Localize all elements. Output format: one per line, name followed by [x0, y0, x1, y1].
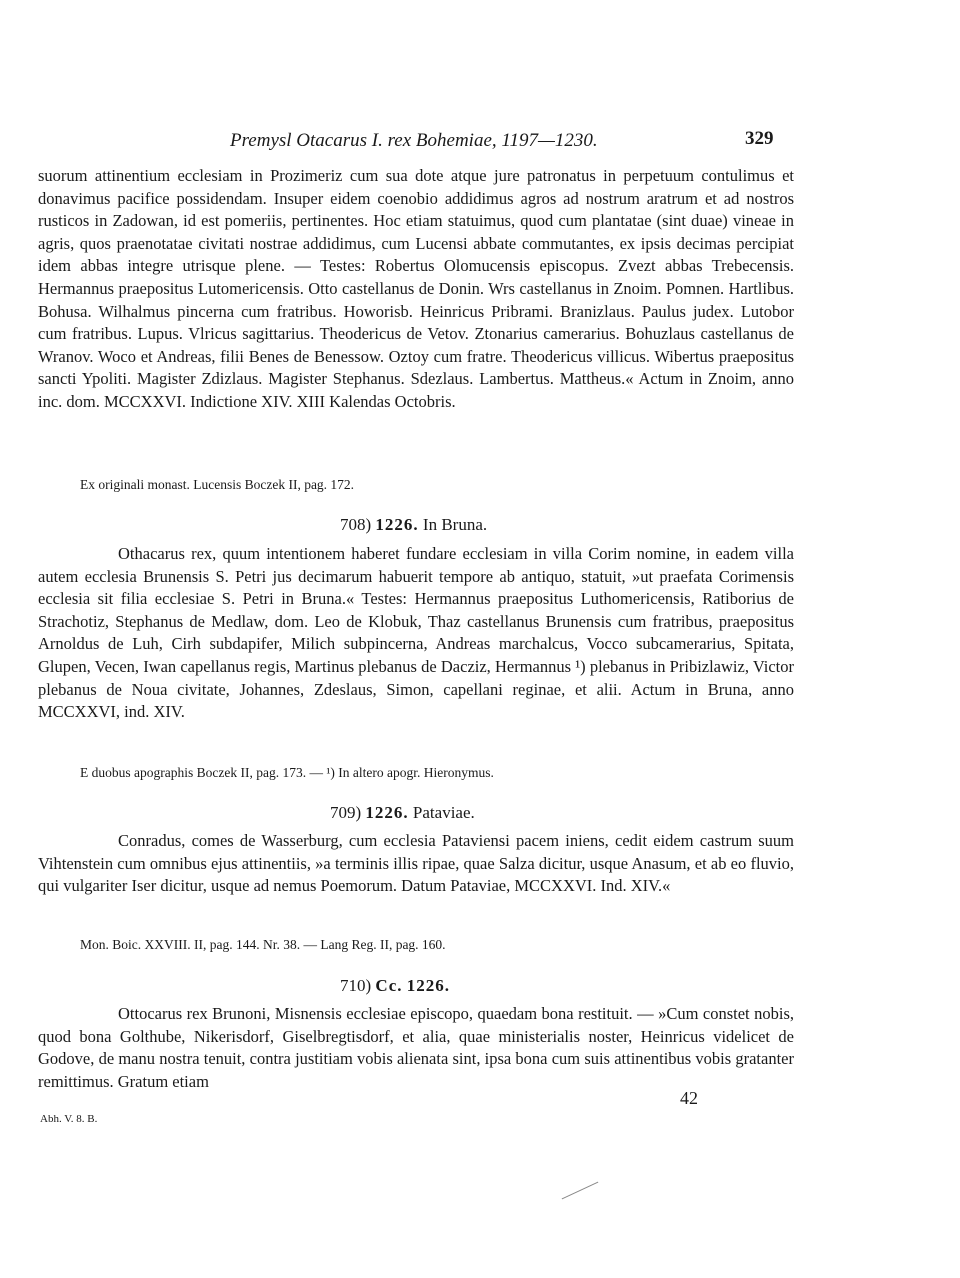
sheet-signature: Abh. V. 8. B. — [40, 1113, 98, 1125]
page-number: 329 — [745, 128, 774, 149]
doc707-body — [38, 165, 794, 414]
doc708-heading — [340, 515, 487, 535]
doc708-number: 708) — [340, 515, 372, 534]
running-header: Premysl Otacarus I. rex Bohemiae, 1197—1230. — [230, 130, 598, 151]
doc708-body — [38, 543, 794, 724]
doc709-place: Pataviae. — [412, 803, 475, 822]
doc707-source: Ex originali monast. Lucensis Boczek II, pag. 172. — [80, 477, 355, 492]
doc710-body — [38, 1003, 794, 1093]
doc710-year: 1226. — [406, 976, 450, 995]
doc709-text: Conradus, comes de Wasserburg, cum ecclesia Pataviensi pacem iniens, cedit eidem castrum suum Vihtenstein cum omnibus ejus attinentiis, »a terminis illis ripae, quae Salza dicitur, usque Anasum, et ab eo fluvio, qui vulgariter Iser dicitur, usque ad nemus Poemorum. Datum Pataviae, MCCXXVI. Ind. XIV.« — [38, 831, 794, 896]
doc710-circa: Cc. — [375, 976, 403, 995]
doc710-text: Ottocarus rex Brunoni, Misnensis ecclesiae episcopo, quaedam bona restituit. — »Cum constet nobis, quod bona Golthube, Nikerisdorf, Giselbregtisdorf, et alia, quae ministerialis noster, Heinricus videlicet de Godove, de manu nostra tenuit, contra justitiam vobis alienata sint, ipsa bona cum suis attinentibus vobis gratanter remittimus. Gratum etiam — [38, 1004, 794, 1091]
doc709-heading — [330, 803, 475, 823]
stray-mark — [562, 1182, 599, 1200]
doc709-number: 709) — [330, 803, 362, 822]
doc708-year: 1226. — [375, 515, 419, 534]
sheet-number: 42 — [680, 1088, 698, 1108]
doc710-heading — [340, 976, 450, 996]
doc709-body — [38, 830, 794, 898]
doc708-place: In Bruna. — [422, 515, 488, 534]
doc708-text: Othacarus rex, quum intentionem haberet fundare ecclesiam in villa Corim nomine, in eadem villa autem ecclesia Brunensis S. Petri jus decimarum habuerit tempore ab antiquo, statuit, »ut praefata Corimensis ecclesia sit filia ecclesiae S. Petri in Bruna.« Testes: Hermannus praepositus Luthomericensis, Ratiborius de Strachotiz, Stephanus de Medlaw, dom. Leo de Klobuk, Thaz castellanus Brunensis cum fratribus, praepositus Arnoldus de Luh, Cirh subdapifer, Milich subpincerna, Andreas marchalcus, Vocco subcamerarius, Spitata, Glupen, Vecen, Iwan capellanus regis, Martinus plebanus de Dacziz, Hermannus ¹) plebanus in Pribizlawiz, Victor plebanus de Noua civitate, Johannes, Zdeslaus, Simon, capellani reginae, et alii. Actum in Bruna, anno MCCXXVI, ind. XIV. — [38, 544, 794, 722]
doc707-text: suorum attinentium ecclesiam in Prozimeriz cum sua dote atque jure patronatus in perpetuum contulimus et donavimus pacifice possidendam. Insuper eidem coenobio addidimus agros ad nostrum aratrum et ad nostros rusticos in Zadowan, id est pomeriis, pertinentes. Hoc etiam statuimus, quod cum plantatae (sint duae) vineae in agris, quos praenotatae civitati nostrae addidimus, cum Lucensi abbate commutantes, ex ipsis decimas percipiat idem abbas integre utrisque plene. — Testes: Robertus Olomucensis episcopus. Zvezt abbas Trebecensis. Hermannus praepositus Lutomericensis. Otto castellanus de Donin. Wrs castellanus in Znoim. Pomnen. Hartlibus. Bohusa. Wilhalmus pincerna cum fratribus. Howorisb. Heinricus Pribrami. Branizlaus. Paulus judex. Lutobor cum fratribus. Lupus. Vlricus sagittarius. Theodericus de Vetov. Ztonarius camerarius. Bohuzlaus castellanus de Wranov. Woco et Andreas, filii Benes de Benessow. Oztoy cum fratre. Theodericus villicus. Wibertus praepositus sancti Ypoliti. Magister Zdizlaus. Magister Stephanus. Sdezlaus. Lambertus. Mattheus.« Actum in Znoim, anno inc. dom. MCCXXVI. Indictione XIV. XIII Kalendas Octobris. — [38, 166, 794, 411]
doc709-year: 1226. — [365, 803, 409, 822]
doc709-source: Mon. Boic. XXVIII. II, pag. 144. Nr. 38. — Lang Reg. II, pag. 160. — [80, 937, 446, 952]
doc708-source: E duobus apographis Boczek II, pag. 173. — ¹) In altero apogr. Hieronymus. — [80, 765, 494, 780]
doc710-number: 710) — [340, 976, 372, 995]
